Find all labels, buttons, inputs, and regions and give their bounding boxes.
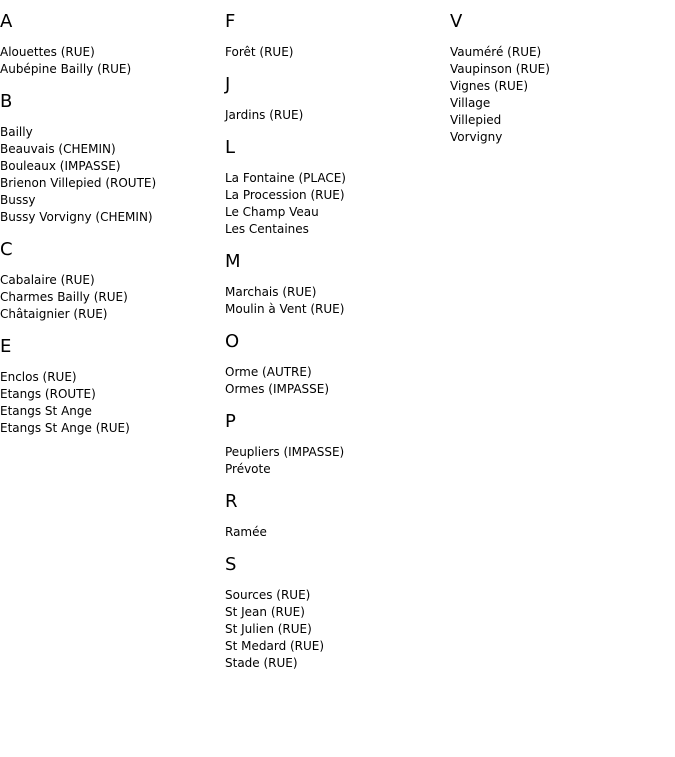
street-item: Bouleaux (IMPASSE) [0,159,121,173]
street-item: Bailly [0,125,33,139]
street-list [225,107,445,124]
street-item: Moulin à Vent (RUE) [225,302,345,316]
street-item: St Medard (RUE) [225,639,325,653]
street-list [450,44,670,146]
letter-section [0,335,220,437]
letter-section [225,330,445,398]
section-letter-heading: P [225,411,236,432]
street-item: La Fontaine (PLACE) [225,171,346,185]
street-item: Brienon Villepied (ROUTE) [0,176,157,190]
section-letter-heading: O [225,331,240,352]
section-letter-heading: M [225,251,241,272]
section-letter-heading: E [0,336,12,357]
street-list [0,369,220,437]
street-item: Beauvais (CHEMIN) [0,142,116,156]
street-item: St Julien (RUE) [225,622,312,636]
street-item: La Procession (RUE) [225,188,345,202]
street-item: Village [450,96,491,110]
street-item: Etangs (ROUTE) [0,387,96,401]
street-item: Charmes Bailly (RUE) [0,290,128,304]
section-letter-heading: F [225,11,236,32]
street-item: Ormes (IMPASSE) [225,382,330,396]
section-letter-heading: L [225,137,236,158]
street-item: Etangs St Ange [0,404,92,418]
street-list [225,524,445,541]
street-item: Vaupinson (RUE) [450,62,550,76]
street-item: Stade (RUE) [225,656,298,670]
street-item: Peupliers (IMPASSE) [225,445,345,459]
street-item: Cabalaire (RUE) [0,273,95,287]
street-list [225,284,445,318]
street-item: Alouettes (RUE) [0,45,95,59]
street-item: Marchais (RUE) [225,285,317,299]
section-letter-heading: S [225,554,237,575]
section-letter-heading: B [0,91,13,112]
section-letter-heading: R [225,491,238,512]
letter-section [225,250,445,318]
street-index-column-1 [0,10,220,449]
section-letter-heading: J [225,74,231,95]
letter-section [225,136,445,238]
street-item: Forêt (RUE) [225,45,294,59]
letter-section [450,10,670,146]
street-item: Etangs St Ange (RUE) [0,421,130,435]
section-letter-heading: C [0,239,13,260]
street-item: Les Centaines [225,222,309,236]
street-item: Enclos (RUE) [0,370,77,384]
street-item: Jardins (RUE) [225,108,304,122]
letter-section [0,238,220,323]
street-index-column-3 [450,10,670,158]
street-list [225,364,445,398]
street-item: Bussy Vorvigny (CHEMIN) [0,210,153,224]
street-list [225,444,445,478]
street-item: Ramée [225,525,267,539]
letter-section [225,553,445,672]
street-list [225,170,445,238]
street-item: Orme (AUTRE) [225,365,312,379]
street-item: Le Champ Veau [225,205,319,219]
street-list [0,44,220,78]
street-item: Sources (RUE) [225,588,311,602]
street-item: Vorvigny [450,130,503,144]
street-item: Vignes (RUE) [450,79,529,93]
street-item: Bussy [0,193,36,207]
letter-section [225,73,445,124]
street-item: St Jean (RUE) [225,605,305,619]
section-letter-heading: V [450,11,463,32]
street-item: Vauméré (RUE) [450,45,542,59]
letter-section [225,490,445,541]
street-list [225,587,445,672]
letter-section [0,90,220,226]
street-item: Aubépine Bailly (RUE) [0,62,132,76]
letter-section [225,410,445,478]
street-item: Villepied [450,113,502,127]
letter-section [0,10,220,78]
street-list [225,44,445,61]
section-letter-heading: A [0,11,13,32]
street-list [0,124,220,226]
street-item: Châtaignier (RUE) [0,307,108,321]
street-list [0,272,220,323]
street-index-column-2 [225,10,445,684]
street-item: Prévote [225,462,271,476]
letter-section [225,10,445,61]
